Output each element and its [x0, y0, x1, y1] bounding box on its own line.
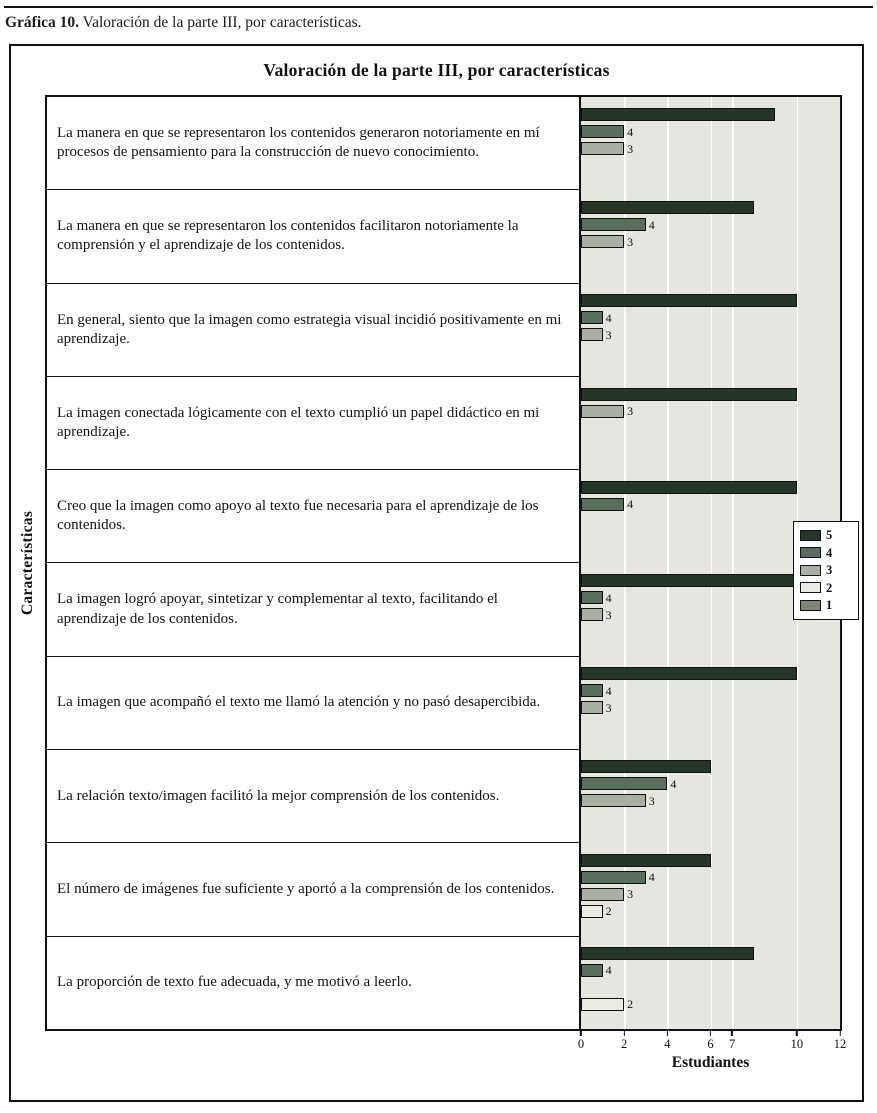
category-label: En general, siento que la imagen como estrategia visual incidió positivamente en mi aprendizaje. — [47, 284, 579, 377]
bar-rating-3 — [581, 235, 624, 248]
bar-rating-4 — [581, 964, 603, 977]
legend-item — [800, 599, 852, 612]
x-tick-label: 6 — [707, 1037, 714, 1051]
bar-slot — [581, 309, 840, 326]
legend-swatch-5 — [800, 530, 821, 541]
category-bar-group — [581, 97, 840, 190]
bar-rating-3 — [581, 608, 603, 621]
category-bar-group — [581, 283, 840, 376]
x-tick-label: 10 — [790, 1037, 804, 1051]
bar-slot — [581, 792, 840, 809]
bar-rating-5 — [581, 108, 775, 121]
bar-slot — [581, 886, 840, 903]
legend-label: 5 — [826, 528, 833, 542]
bar-slot — [581, 106, 840, 123]
bar-rating-4 — [581, 311, 603, 324]
bar-rating-label: 3 — [627, 404, 634, 419]
category-labels-column — [47, 97, 581, 1029]
bar-rating-4 — [581, 684, 603, 697]
bar-rating-label: 2 — [627, 997, 634, 1012]
figure-caption-text: Valoración de la parte III, por características. — [79, 14, 362, 31]
x-tick — [621, 1031, 627, 1052]
legend-item — [800, 529, 852, 542]
category-bar-group — [581, 749, 840, 842]
x-tick — [834, 1031, 847, 1052]
bar-rating-label: 4 — [605, 590, 612, 605]
legend-label: 2 — [826, 580, 833, 595]
bar-slot — [581, 123, 840, 140]
x-tick-mark — [839, 1031, 841, 1036]
bar-rating-label: 4 — [605, 683, 612, 698]
category-label: La manera en que se representaron los contenidos generaron notoriamente en mí procesos de pensamiento para la construcción de nuevo conocimiento. — [47, 97, 579, 190]
x-tick — [791, 1031, 804, 1052]
bar-rating-3 — [581, 142, 624, 155]
bar-rating-5 — [581, 947, 754, 960]
category-bar-group — [581, 656, 840, 749]
bar-rating-3 — [581, 405, 624, 418]
bar-rating-label: 3 — [627, 141, 634, 156]
bar-slot — [581, 979, 840, 996]
category-bar-group — [581, 843, 840, 936]
bar-rating-4 — [581, 871, 646, 884]
bar-rating-4 — [581, 125, 624, 138]
bar-rating-4 — [581, 218, 646, 231]
category-bar-group — [581, 190, 840, 283]
bar-rating-5 — [581, 760, 711, 773]
x-tick-mark — [796, 1031, 798, 1036]
bar-slot — [581, 199, 840, 216]
category-label: La imagen logró apoyar, sintetizar y complementar al texto, facilitando el aprendizaje de los contenidos. — [47, 563, 579, 656]
y-axis-label — [11, 95, 45, 1031]
chart-plot-frame — [45, 95, 842, 1031]
bar-rating-label: 3 — [605, 327, 612, 342]
x-axis — [577, 1031, 847, 1055]
category-label: La manera en que se representaron los contenidos facilitaron notoriamente la comprensión y el aprendizaje de los contenidos. — [47, 190, 579, 283]
figure-caption — [4, 6, 873, 32]
legend — [793, 521, 859, 620]
legend-item — [800, 564, 852, 577]
legend-swatch-1 — [800, 600, 821, 611]
bar-slot — [581, 233, 840, 250]
chart-outer-frame — [9, 44, 864, 1102]
bar-slot — [581, 479, 840, 496]
bar-rating-label: 3 — [648, 793, 655, 808]
bar-rating-2 — [581, 905, 603, 918]
bar-rating-label: 3 — [605, 607, 612, 622]
bar-rating-3 — [581, 888, 624, 901]
x-tick — [729, 1031, 735, 1052]
bar-slot — [581, 945, 840, 962]
category-label: La imagen que acompañó el texto me llamó la atención y no pasó desapercibida. — [47, 657, 579, 750]
category-label: Creo que la imagen como apoyo al texto fue necesaria para el aprendizaje de los contenidos. — [47, 470, 579, 563]
chart-title: Valoración de la parte III, por características — [263, 60, 610, 80]
bar-rating-5 — [581, 201, 754, 214]
bar-rating-label: 3 — [605, 700, 612, 715]
x-tick-mark — [710, 1031, 712, 1036]
bar-slot — [581, 386, 840, 403]
category-bar-group — [581, 377, 840, 470]
category-bar-group — [581, 936, 840, 1029]
category-label: La imagen conectada lógicamente con el texto cumplió un papel didáctico en mi aprendizaje. — [47, 377, 579, 470]
bar-slot — [581, 962, 840, 979]
x-tick-label: 7 — [728, 1037, 736, 1051]
x-tick-mark — [580, 1031, 582, 1036]
legend-label: 3 — [826, 563, 833, 577]
bar-rating-label: 3 — [627, 887, 634, 902]
legend-swatch-4 — [800, 547, 821, 558]
bar-rating-5 — [581, 481, 797, 494]
bar-rating-label: 4 — [670, 776, 677, 791]
bar-slot — [581, 665, 840, 682]
bar-slot — [581, 403, 840, 420]
bar-rating-4 — [581, 591, 603, 604]
category-label: La proporción de texto fue adecuada, y me motivó a leerlo. — [57, 974, 412, 991]
bar-rating-5 — [581, 574, 797, 587]
bar-slot — [581, 496, 840, 513]
category-label: El número de imágenes fue suficiente y aportó a la comprensión de los contenidos. — [47, 843, 579, 936]
bar-rating-3 — [581, 794, 646, 807]
bar-rating-5 — [581, 667, 797, 680]
bar-rating-5 — [581, 854, 711, 867]
bar-rating-label: 4 — [648, 870, 655, 885]
x-tick-label: 2 — [621, 1037, 628, 1051]
x-tick-label: 12 — [833, 1037, 847, 1051]
bar-rating-5 — [581, 388, 797, 401]
x-tick-mark — [623, 1031, 625, 1036]
bar-rating-label: 4 — [605, 310, 612, 325]
x-tick-label: 0 — [577, 1037, 585, 1051]
legend-label: 4 — [826, 545, 833, 560]
bar-rating-2 — [581, 998, 624, 1011]
x-tick — [664, 1031, 670, 1052]
bar-slot — [581, 326, 840, 343]
bar-slot — [581, 140, 840, 157]
legend-label: 1 — [826, 598, 833, 612]
bar-rating-4 — [581, 777, 667, 790]
legend-swatch-3 — [800, 565, 821, 576]
bar-slot — [581, 758, 840, 775]
bar-rating-label: 3 — [627, 234, 634, 249]
y-axis-label-text: Características — [19, 510, 36, 616]
bar-rating-4 — [581, 498, 624, 511]
x-tick — [707, 1031, 713, 1052]
bar-slot — [581, 216, 840, 233]
bar-rating-label: 4 — [627, 124, 634, 139]
bar-slot — [581, 852, 840, 869]
category-label: La relación texto/imagen facilitó la mejor comprensión de los contenidos. — [47, 750, 579, 843]
bar-slot — [581, 775, 840, 792]
bar-rating-label: 2 — [605, 904, 612, 919]
bar-rating-3 — [581, 328, 603, 341]
bar-slot — [581, 699, 840, 716]
figure-caption-label: Gráfica 10. — [5, 14, 80, 31]
bar-slot — [581, 869, 840, 886]
legend-item — [800, 547, 852, 560]
x-tick-mark — [667, 1031, 669, 1036]
legend-item — [800, 582, 852, 595]
bar-slot — [581, 903, 840, 920]
bar-slot — [581, 292, 840, 309]
x-tick-label: 4 — [664, 1037, 671, 1051]
bar-slot — [581, 682, 840, 699]
bar-rating-label: 4 — [627, 497, 634, 512]
x-axis-label: Estudiantes — [671, 1054, 750, 1071]
legend-swatch-2 — [800, 582, 821, 593]
x-tick — [578, 1031, 584, 1052]
bar-slot — [581, 996, 840, 1013]
bar-rating-label: 4 — [648, 217, 655, 232]
bar-rating-label: 4 — [605, 963, 612, 978]
bar-rating-5 — [581, 294, 797, 307]
x-tick-mark — [731, 1031, 733, 1036]
bar-rating-3 — [581, 701, 603, 714]
